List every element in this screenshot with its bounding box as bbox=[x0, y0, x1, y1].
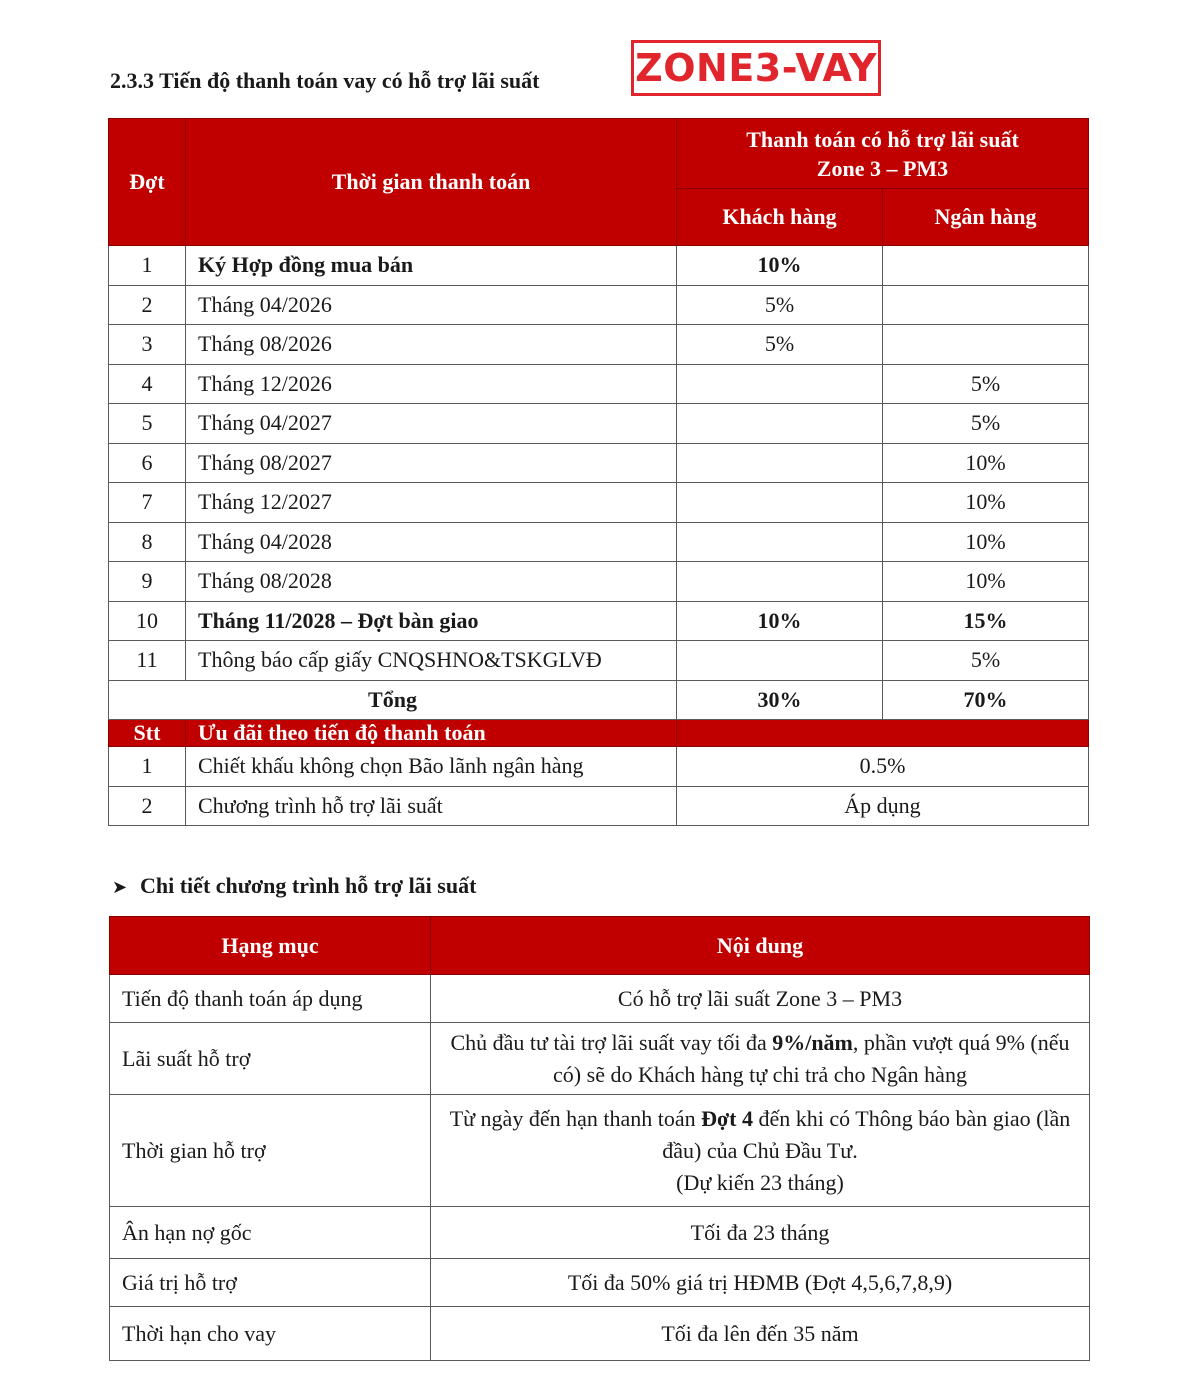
schedule-row bbox=[109, 641, 1089, 681]
header-dot: Đợt bbox=[109, 119, 186, 246]
content-text: Từ ngày đến hạn thanh toán bbox=[449, 1105, 702, 1131]
section-title: 2.3.3 Tiến độ thanh toán vay có hỗ trợ lãi suất bbox=[110, 68, 540, 93]
content-note: (Dự kiến 23 tháng) bbox=[676, 1169, 844, 1195]
incentive-value: 0.5% bbox=[677, 747, 1089, 787]
detail-title-text: Chi tiết chương trình hỗ trợ lãi suất bbox=[140, 873, 477, 898]
content-text: đến khi có Thông báo bàn giao (lần đầu) của Chủ Đầu Tư. bbox=[662, 1105, 1071, 1163]
dot-cell: 8 bbox=[109, 522, 186, 562]
dot-cell: 9 bbox=[109, 562, 186, 602]
ngan-hang-cell: 10% bbox=[883, 522, 1089, 562]
header-stt: Stt bbox=[109, 720, 186, 747]
ngan-hang-cell bbox=[883, 285, 1089, 325]
header-ngan-hang: Ngân hàng bbox=[883, 189, 1089, 246]
incentive-header-row bbox=[109, 720, 1089, 747]
time-cell: Tháng 11/2028 – Đợt bàn giao bbox=[186, 601, 677, 641]
schedule-row bbox=[109, 483, 1089, 523]
detail-item: Thời hạn cho vay bbox=[110, 1307, 431, 1361]
schedule-row bbox=[109, 562, 1089, 602]
detail-row bbox=[110, 975, 1090, 1023]
dot-cell: 6 bbox=[109, 443, 186, 483]
total-row bbox=[109, 680, 1089, 720]
incentive-label: Chương trình hỗ trợ lãi suất bbox=[186, 786, 677, 826]
total-label: Tổng bbox=[109, 680, 677, 720]
khach-hang-cell bbox=[677, 562, 883, 602]
ngan-hang-cell: 5% bbox=[883, 641, 1089, 681]
header-group bbox=[677, 119, 1089, 189]
dot-cell: 4 bbox=[109, 364, 186, 404]
dot-cell: 11 bbox=[109, 641, 186, 681]
detail-row bbox=[110, 1259, 1090, 1307]
khach-hang-cell bbox=[677, 364, 883, 404]
dot-cell: 3 bbox=[109, 325, 186, 365]
schedule-row bbox=[109, 325, 1089, 365]
detail-item: Thời gian hỗ trợ bbox=[110, 1095, 431, 1207]
header-row bbox=[109, 119, 1089, 189]
time-cell: Tháng 08/2028 bbox=[186, 562, 677, 602]
time-cell: Tháng 08/2027 bbox=[186, 443, 677, 483]
time-cell: Tháng 12/2027 bbox=[186, 483, 677, 523]
interest-support-detail-table bbox=[109, 916, 1090, 1361]
schedule-row bbox=[109, 601, 1089, 641]
schedule-row bbox=[109, 443, 1089, 483]
header-khach-hang: Khách hàng bbox=[677, 189, 883, 246]
incentive-row bbox=[109, 786, 1089, 826]
detail-title bbox=[112, 873, 476, 899]
content-text: Chủ đầu tư tài trợ lãi suất vay tối đa bbox=[450, 1029, 773, 1055]
dot-cell: 2 bbox=[109, 285, 186, 325]
ngan-hang-cell: 15% bbox=[883, 601, 1089, 641]
khach-hang-cell: 10% bbox=[677, 601, 883, 641]
header-group-sub: Zone 3 – PM3 bbox=[816, 155, 949, 181]
ngan-hang-cell: 10% bbox=[883, 443, 1089, 483]
dot-cell: 1 bbox=[109, 246, 186, 286]
stt-cell: 2 bbox=[109, 786, 186, 826]
time-cell: Tháng 04/2027 bbox=[186, 404, 677, 444]
time-cell: Tháng 12/2026 bbox=[186, 364, 677, 404]
stt-cell: 1 bbox=[109, 747, 186, 787]
zone-stamp: ZONE3-VAY bbox=[631, 40, 881, 96]
khach-hang-cell bbox=[677, 404, 883, 444]
schedule-row bbox=[109, 246, 1089, 286]
detail-row bbox=[110, 1023, 1090, 1095]
ngan-hang-cell bbox=[883, 325, 1089, 365]
section-header bbox=[110, 40, 1010, 102]
dot-cell: 7 bbox=[109, 483, 186, 523]
khach-hang-cell bbox=[677, 443, 883, 483]
detail-content: Tối đa 23 tháng bbox=[431, 1207, 1090, 1259]
detail-item: Lãi suất hỗ trợ bbox=[110, 1023, 431, 1095]
detail-content: Tối đa 50% giá trị HĐMB (Đợt 4,5,6,7,8,9) bbox=[431, 1259, 1090, 1307]
detail-row bbox=[110, 1207, 1090, 1259]
detail-header-row bbox=[110, 917, 1090, 975]
schedule-row bbox=[109, 364, 1089, 404]
khach-hang-cell: 5% bbox=[677, 325, 883, 365]
detail-content: Có hỗ trợ lãi suất Zone 3 – PM3 bbox=[431, 975, 1090, 1023]
incentive-value: Áp dụng bbox=[677, 786, 1089, 826]
time-cell: Tháng 08/2026 bbox=[186, 325, 677, 365]
header-content: Nội dung bbox=[431, 917, 1090, 975]
detail-row bbox=[110, 1307, 1090, 1361]
content-bold: Đợt 4 bbox=[701, 1105, 754, 1131]
detail-content bbox=[431, 1023, 1090, 1095]
content-text: , phần vượt quá 9% (nếu có) sẽ do Khách hàng tự chi trả cho Ngân hàng bbox=[553, 1029, 1070, 1087]
ngan-hang-cell: 5% bbox=[883, 404, 1089, 444]
ngan-hang-cell: 10% bbox=[883, 562, 1089, 602]
dot-cell: 10 bbox=[109, 601, 186, 641]
time-cell: Tháng 04/2028 bbox=[186, 522, 677, 562]
khach-hang-cell bbox=[677, 522, 883, 562]
detail-item: Giá trị hỗ trợ bbox=[110, 1259, 431, 1307]
detail-content bbox=[431, 1095, 1090, 1207]
schedule-row bbox=[109, 522, 1089, 562]
header-incentive: Ưu đãi theo tiến độ thanh toán bbox=[186, 720, 677, 747]
ngan-hang-cell bbox=[883, 246, 1089, 286]
detail-item: Ân hạn nợ gốc bbox=[110, 1207, 431, 1259]
time-cell: Tháng 04/2026 bbox=[186, 285, 677, 325]
header-group-title: Thanh toán có hỗ trợ lãi suất bbox=[746, 126, 1019, 152]
content-bold: 9%/năm bbox=[772, 1029, 853, 1055]
incentive-label: Chiết khấu không chọn Bão lãnh ngân hàng bbox=[186, 747, 677, 787]
khach-hang-cell bbox=[677, 483, 883, 523]
detail-row bbox=[110, 1095, 1090, 1207]
time-cell: Thông báo cấp giấy CNQSHNO&TSKGLVĐ bbox=[186, 641, 677, 681]
schedule-row bbox=[109, 285, 1089, 325]
ngan-hang-cell: 5% bbox=[883, 364, 1089, 404]
khach-hang-cell bbox=[677, 641, 883, 681]
dot-cell: 5 bbox=[109, 404, 186, 444]
total-ngan-hang: 70% bbox=[883, 680, 1089, 720]
arrowhead-bullet-icon: ➤ bbox=[112, 877, 128, 898]
detail-item: Tiến độ thanh toán áp dụng bbox=[110, 975, 431, 1023]
time-cell: Ký Hợp đồng mua bán bbox=[186, 246, 677, 286]
ngan-hang-cell: 10% bbox=[883, 483, 1089, 523]
total-khach-hang: 30% bbox=[677, 680, 883, 720]
payment-schedule-table bbox=[108, 118, 1089, 826]
header-item: Hạng mục bbox=[110, 917, 431, 975]
khach-hang-cell: 10% bbox=[677, 246, 883, 286]
header-time: Thời gian thanh toán bbox=[186, 119, 677, 246]
detail-content: Tối đa lên đến 35 năm bbox=[431, 1307, 1090, 1361]
incentive-row bbox=[109, 747, 1089, 787]
schedule-row bbox=[109, 404, 1089, 444]
header-incentive-value bbox=[677, 720, 1089, 747]
khach-hang-cell: 5% bbox=[677, 285, 883, 325]
